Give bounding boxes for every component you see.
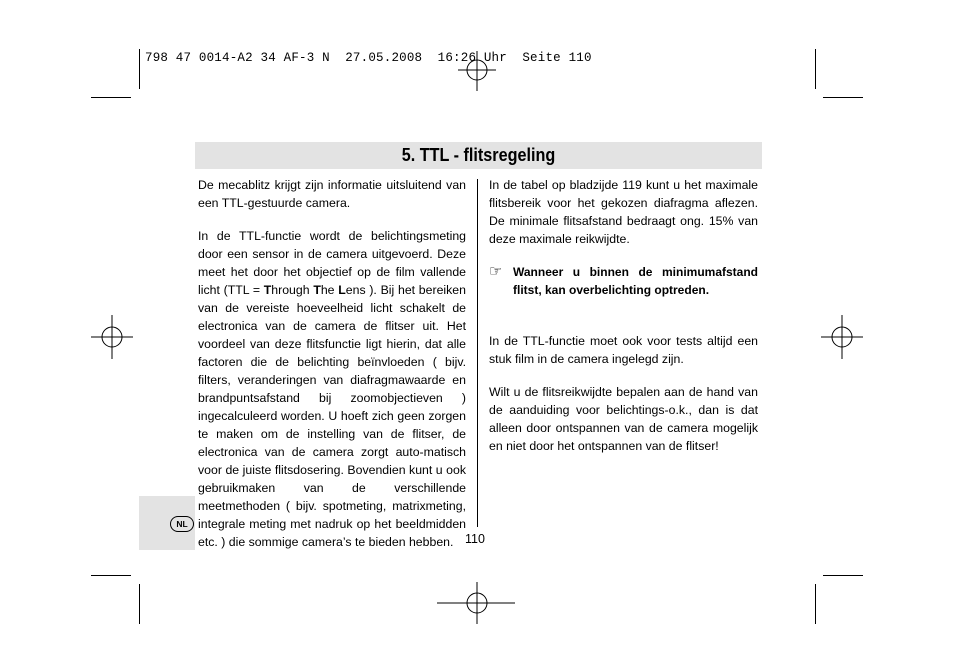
- paragraph-text: In de TTL-functie wordt de belichtingsmeting door een sensor in de camera uitgevoerd. Deze meet het door het objectief op de film vallende licht (TTL =: [198, 229, 466, 297]
- emphasis-letter: L: [338, 283, 346, 297]
- registration-mark-top: [455, 51, 499, 95]
- right-column: [489, 176, 758, 470]
- crop-mark: [139, 584, 140, 624]
- crop-mark: [91, 97, 131, 98]
- language-badge: NL: [170, 516, 194, 532]
- column-divider: [477, 179, 478, 527]
- paragraph: [198, 227, 466, 551]
- crop-mark: [139, 49, 140, 89]
- warning-note: [489, 263, 758, 299]
- page-number: 110: [465, 532, 485, 546]
- crop-mark: [823, 97, 863, 98]
- warning-text: Wanneer u binnen de minimumafstand flitst, kan overbelichting optreden.: [513, 265, 758, 297]
- registration-mark-left: [90, 315, 134, 359]
- paragraph-text: hrough: [271, 283, 314, 297]
- paragraph-text: he: [320, 283, 339, 297]
- emphasis-letter: T: [263, 283, 272, 297]
- print-header: 798 47 0014-A2 34 AF-3 N 27.05.2008 16:26 Uhr Seite 110: [145, 51, 592, 65]
- left-column: [198, 176, 466, 566]
- pointing-hand-icon: ☞: [489, 263, 503, 280]
- paragraph: In de tabel op bladzijde 119 kunt u het maximale flitsbereik voor het gekozen diafragma aflezen. De minimale flitsafstand bedraagt ong. 15% van deze maximale reikwijdte.: [489, 178, 758, 246]
- paragraph: Wilt u de flitsreikwijdte bepalen aan de hand van de aanduiding voor belichtings-o.k., dan is dat alleen door ontspannen van de camera mogelijk en niet door het ontspannen van de flitser!: [489, 385, 758, 453]
- section-title-bar: [195, 142, 762, 169]
- paragraph: De mecablitz krijgt zijn informatie uitsluitend van een TTL-gestuurde camera.: [198, 178, 466, 210]
- section-title: 5. TTL - flitsregeling: [401, 145, 556, 165]
- emphasis-letter: T: [313, 283, 321, 297]
- crop-mark: [91, 575, 131, 576]
- registration-mark-bottom: [437, 582, 517, 626]
- crop-mark: [823, 575, 863, 576]
- paragraph-text: ens ). Bij het bereiken van de vereiste hoeveelheid licht schakelt de electronica van de camera de flitser uit. Het voordeel van deze flitsfunctie ligt hierin, dat alle factoren die de belichting beïnvloeden ( bijv. filters, veranderingen van diafragmawaarde en brandpuntsafstand bij zoomobjectieven ) ingecalculeerd worden. U hoeft zich geen zorgen te maken om de instelling van de flitser, de electronica van de camera zorgt auto-matisch voor de juiste flitsdosering. Bovendien kunt u ook gebruikmaken van de verschillende meetmethoden ( bijv. spotmeting, matrixmeting, integrale meting met nadruk op het beeldmidden etc. ) die sommige camera’s te bieden hebben.: [198, 283, 466, 549]
- registration-mark-right: [820, 315, 864, 359]
- crop-mark: [815, 49, 816, 89]
- paragraph: In de TTL-functie moet ook voor tests altijd een stuk film in de camera ingelegd zijn.: [489, 334, 758, 366]
- crop-mark: [815, 584, 816, 624]
